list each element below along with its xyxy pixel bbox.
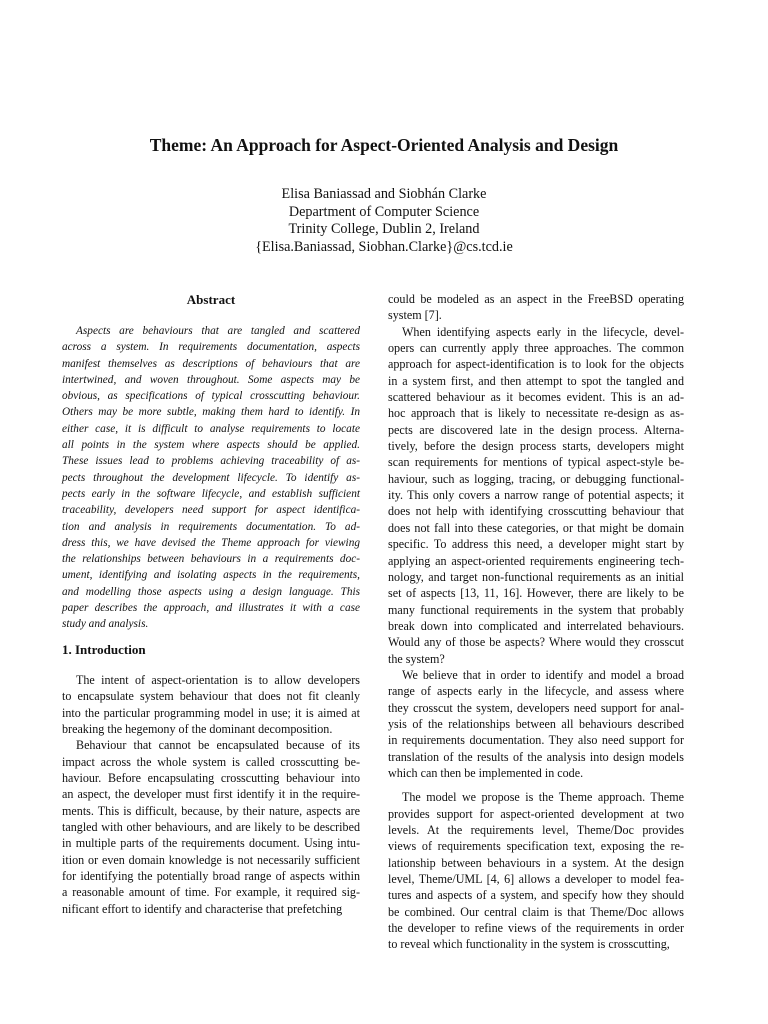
text-line: translation of the results of the analysis into design models [388,749,684,764]
text-line: to encapsulate system behaviour that does not fit cleanly [62,689,360,704]
introduction-heading: 1. Introduction [62,642,146,657]
text-line: We believe that in order to identify and model a broad [402,667,684,682]
text-line: be combined. Our central claim is that Theme/Doc allows [388,904,684,919]
abstract-line: dress this, we have devised the Theme approach for viewing [62,536,360,549]
text-line: Would any of those be aspects? Where would they crosscut [388,635,684,650]
text-line: to reveal which functionality in the system is crosscutting, [388,937,670,952]
text-line: system [7]. [388,308,442,323]
abstract-line: across a system. In requirements documentation, aspects [62,341,360,354]
author-names: Elisa Baniassad and Siobhán Clarke [281,186,487,202]
abstract-line: pects throughout the development lifecycle. To identify as- [62,471,360,484]
text-line: When identifying aspects early in the lifecycle, devel- [402,324,684,339]
text-line: ity. This only covers a narrow range of potential aspects; it [388,488,684,503]
abstract-line: These issues lead to problems achieving traceability of as- [62,455,360,468]
text-line: The model we propose is the Theme approach. Theme [402,790,684,805]
text-line: many functional requirements in the system that probably [388,602,684,617]
paragraph [62,737,360,917]
abstract-line: all points in the system where aspects should be applied. [62,439,360,452]
text-line: nology, and target non-functional requirements as an initial [388,569,684,584]
text-line: ments. This is difficult, because, by their nature, aspects are [62,803,360,818]
text-line: breaking the hegemony of the dominant decomposition. [62,722,333,737]
abstract-body [62,323,360,633]
right-column-body [388,291,684,953]
text-line: the developer to refine views of the requirements in order [388,921,684,936]
paper-title: Theme: An Approach for Aspect-Oriented Analysis and Design [149,135,619,155]
text-line: in a system first, and then attempt to spot the tangled and [388,373,684,388]
paragraph [388,667,684,781]
author-block [0,186,768,256]
text-line: ition or even domain knowledge is not necessarily sufficient [62,852,360,867]
text-line: could be modeled as an aspect in the FreeBSD operating [388,292,684,306]
text-line: a reasonable amount of time. For example, it required sig- [62,885,360,900]
text-line: does not fall into these categories, or that might be domain [388,520,684,535]
text-line: approach for aspect-identification is to look for the objects [388,357,684,372]
text-line: applying an aspect-oriented requirements engineering tech- [388,553,684,568]
text-line: opers can currently apply three approaches. The common [388,341,684,356]
text-line: pects are discovered late in the design process. Alterna- [388,422,684,437]
paragraph [388,789,684,952]
abstract-line: Aspects are behaviours that are tangled and scattered [76,325,360,337]
abstract-line: intertwined, and woven throughout. Some aspects may be [62,373,360,386]
abstract-line: the relationships between behaviours in a requirements doc- [62,553,360,566]
text-line: break down into complicated and interrelated behaviours. [388,618,684,633]
text-line: an aspect, the developer must first identify it in the require- [62,787,360,802]
abstract-line: manifest themselves as descriptions of behaviours that are [62,357,360,370]
abstract-line: and modelling those aspects using a design language. This [62,585,360,598]
abstract-line: paper describes the approach, and illustrates it with a case [62,602,360,615]
author-emails: {Elisa.Baniassad, Siobhan.Clarke}@cs.tcd.ie [255,238,513,255]
abstract-line: traceability, developers need support for aspect identifica- [62,504,360,517]
text-line: level, Theme/UML [4, 6] allows a developer to model fea- [388,872,684,887]
text-line: in requirements documentation. They also need support for [388,733,684,748]
text-line: impact across the whole system is called crosscutting be- [62,754,360,769]
text-line: views of requirements specification text, exposing the re- [388,839,684,854]
text-line: into the particular programming model in use; it is aimed at [62,705,360,720]
author-department: Department of Computer Science [288,203,480,220]
abstract-line: ument, identifying and isolating aspects in the requirements, [62,569,360,582]
text-line: haviour, such as logging, tracing, or debugging functional- [388,471,684,486]
text-line: provides support for aspect-oriented development at two [388,806,684,821]
paragraph [388,291,684,324]
abstract-heading: Abstract [186,292,236,307]
abstract-line: Others may be more subtle, making them hard to identify. In [62,406,360,419]
text-line: tures and aspects of a system, and specify how they should [388,888,684,903]
text-line: haviour. Before encapsulating crosscutting behaviour into [62,771,360,786]
abstract-line: study and analysis. [62,618,149,631]
text-line: nificant effort to identify and characterise that prefetching [62,901,343,916]
text-line: Behaviour that cannot be encapsulated because of its [76,738,360,753]
abstract-line: either case, it is difficult to analyse requirements to locate [62,422,360,435]
text-line: ysis of the relationships between all behaviours described [388,716,684,731]
paragraph [388,324,684,667]
text-line: for identifying the potentially broad range of aspects within [62,869,360,884]
paragraph [62,672,360,737]
text-line: set of aspects [13, 11, 16]. However, there are likely to be [388,586,684,601]
abstract-line: tion and analysis in requirements documentation. To ad- [62,520,360,533]
abstract-line: pects early in the software lifecycle, and establish sufficient [62,487,360,500]
text-line: hoc approach that is likely to necessitate re-design as as- [388,406,684,421]
text-line: specific. To address this need, a developer might start by [388,537,684,552]
text-line: they crosscut the system, developers need support for anal- [388,700,684,715]
introduction-body [62,672,360,917]
abstract-line: obvious, as specifications of typical crosscutting behaviour. [62,390,360,403]
author-institution: Trinity College, Dublin 2, Ireland [288,221,480,237]
text-line: the system? [388,651,445,666]
text-line: scattered behaviour as it becomes evident. This is an ad- [388,390,684,405]
text-line: which can then be implemented in code. [388,765,584,780]
text-line: tively, before the design process starts, developers might [388,439,684,454]
text-line: scan requirements for mentions of typical aspect-style be- [388,455,684,470]
text-line: range of aspects early in the lifecycle, and assess where [388,684,684,699]
text-line: levels. At the requirements level, Theme/Doc provides [388,823,684,837]
text-line: tangled with other behaviours, and are likely to be described [62,820,360,835]
text-line: The intent of aspect-orientation is to allow developers [76,673,360,687]
text-line: in multiple parts of the requirements document. Using intu- [62,836,360,851]
text-line: lationship between behaviours in a system. At the design [388,855,684,870]
text-line: does not help with identifying crosscutting behaviour that [388,504,684,519]
